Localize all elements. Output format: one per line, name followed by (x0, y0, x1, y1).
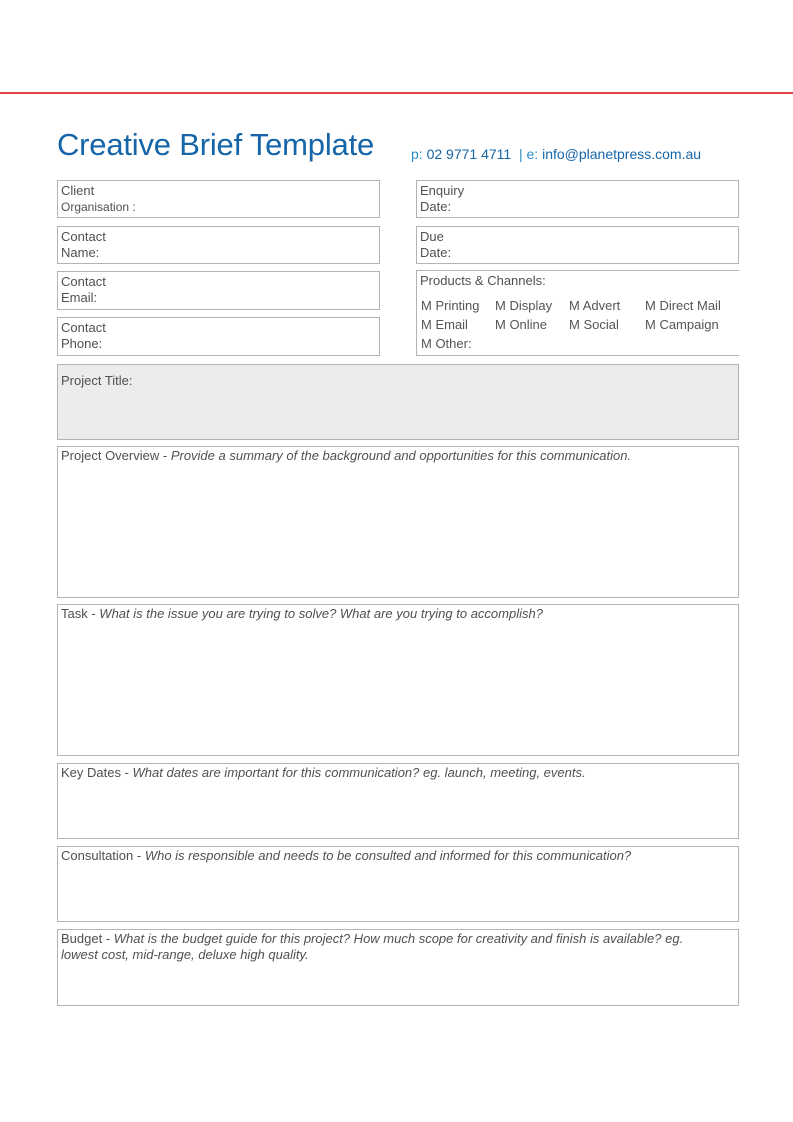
contact-line (411, 146, 701, 162)
products-channels-field (416, 270, 739, 356)
project-title-field[interactable] (57, 364, 739, 440)
field-label: Date: (420, 245, 452, 260)
project-title-label: Project Title: (61, 373, 133, 388)
section-label: Budget - (61, 931, 114, 946)
section-prompt: What is the budget guide for this project? How much scope for creativity and finish is available? eg. lowest cost, mid-range, deluxe high quality. (61, 931, 684, 962)
channel-option-email[interactable]: M Email (421, 317, 468, 332)
field-label: Contact (61, 320, 106, 335)
document-title: Creative Brief Template (57, 127, 375, 162)
field-label: Enquiry (420, 183, 465, 198)
channels-label: Products & Channels: (420, 273, 546, 288)
consultation-field[interactable] (57, 846, 739, 922)
separator: | (518, 146, 523, 162)
channel-option-campaign[interactable]: M Campaign (645, 317, 719, 332)
channel-option-other[interactable]: M Other: (421, 336, 472, 351)
contact-name-field[interactable] (57, 226, 380, 264)
field-label: Date: (420, 199, 452, 214)
field-label: Phone: (61, 336, 103, 351)
contact-phone-field[interactable] (57, 317, 380, 356)
budget-field[interactable] (57, 929, 739, 1006)
channel-option-printing[interactable]: M Printing (421, 298, 480, 313)
header-rule (0, 92, 793, 94)
field-label: Due (420, 229, 444, 244)
project-overview-field[interactable] (57, 446, 739, 598)
channel-option-online[interactable]: M Online (495, 317, 548, 332)
field-label: Contact (61, 229, 106, 244)
field-label: Client (61, 183, 95, 198)
section-label: Consultation - (61, 848, 145, 863)
section-label: Project Overview - (61, 448, 171, 463)
field-label: Email: (61, 290, 98, 305)
key-dates-field[interactable] (57, 763, 739, 839)
channel-option-direct-mail[interactable]: M Direct Mail (645, 298, 721, 313)
section-label: Task - (61, 606, 100, 621)
email-address: info@planetpress.com.au (542, 146, 702, 162)
section-prompt: Who is responsible and needs to be consulted and informed for this communication? (144, 848, 632, 863)
client-organisation-field[interactable] (57, 180, 380, 218)
channel-option-advert[interactable]: M Advert (569, 298, 621, 313)
section-prompt: What is the issue you are trying to solve? What are you trying to accomplish? (99, 606, 543, 621)
contact-email-field[interactable] (57, 271, 380, 310)
enquiry-date-field[interactable] (416, 180, 739, 218)
section-prompt: Provide a summary of the background and opportunities for this communication. (170, 448, 632, 463)
channel-option-social[interactable]: M Social (569, 317, 619, 332)
phone-label: p: (411, 146, 423, 162)
due-date-field[interactable] (416, 226, 739, 264)
task-field[interactable] (57, 604, 739, 756)
channel-option-display[interactable]: M Display (495, 298, 553, 313)
field-label: Organisation : (61, 200, 136, 214)
field-label: Name: (61, 245, 100, 260)
field-label: Contact (61, 274, 106, 289)
phone-number: 02 9771 4711 (426, 146, 512, 162)
section-label: Key Dates - (61, 765, 133, 780)
section-prompt: What dates are important for this communication? eg. launch, meeting, events. (132, 765, 586, 780)
email-label: e: (526, 146, 539, 162)
